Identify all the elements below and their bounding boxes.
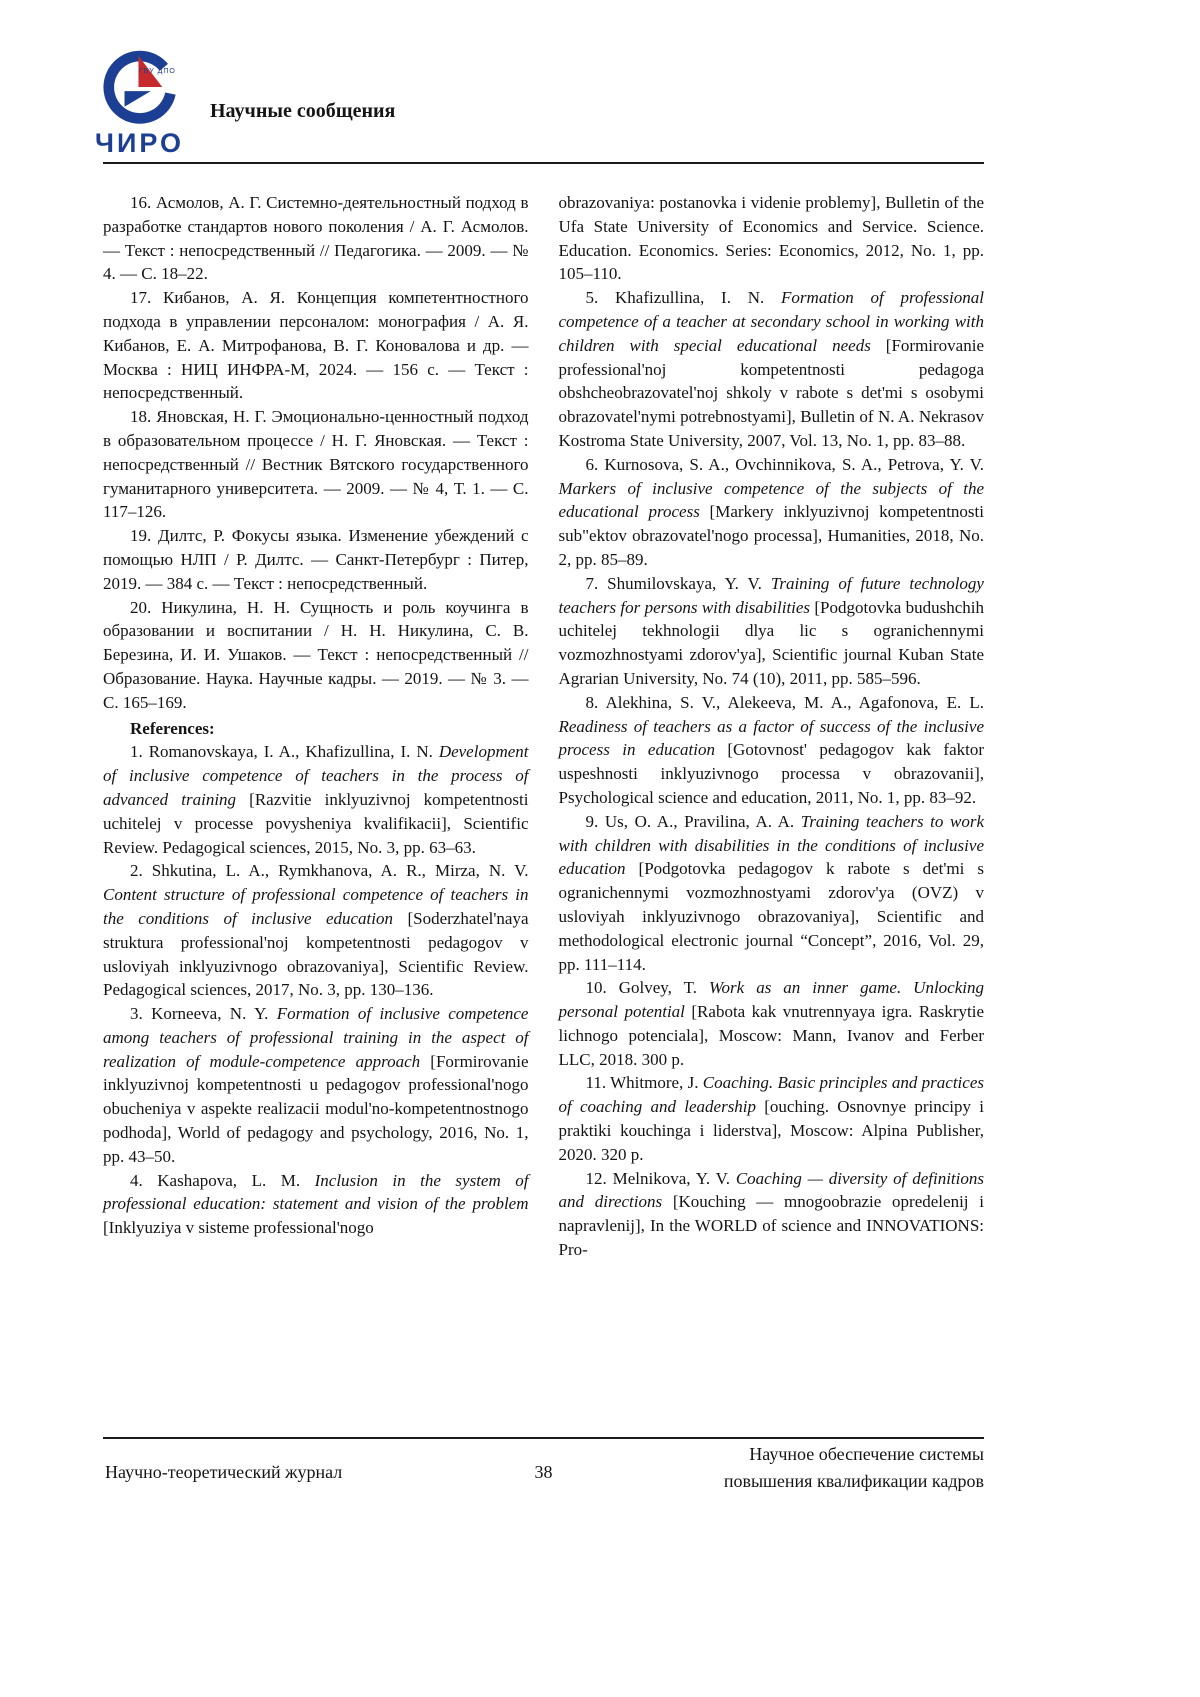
reference-paragraph: 17. Кибанов, А. Я. Концепция компетентностного подхода в управлении персоналом: монография / А. Я. Кибанов, Е. А. Митрофанова, В. Г. Коновалова и др. — Москва : НИЦ ИНФРА-М, 2024. — 156 с. — Текст : непосредственный.: [103, 288, 529, 403]
page-content: [103, 191, 984, 1262]
reference-paragraph: 4. Kashapova, L. M. Inclusion in the system of professional education: statement and vision of the problem [Inklyuziya v sisteme professional'nogo: [103, 1170, 529, 1238]
reference-paragraph: obrazovaniya: postanovka i videnie problemy], Bulletin of the Ufa State University of Economics and Service. Science. Education. Economics. Series: Economics, 2012, No. 1, pp. 105–110.: [558, 193, 984, 284]
logo-emblem-icon: [95, 46, 210, 128]
right-column: [559, 191, 985, 1262]
reference-paragraph: 18. Яновская, Н. Г. Эмоционально-ценностный подход в образовательном процессе / Н. Г. Яновская. — Текст : непосредственный // Вестник Вятского государственного гуманитарного университета. — 2009. — № 4, Т. 1. — С. 117–126.: [103, 407, 529, 522]
reference-paragraph: 1. Romanovskaya, I. A., Khafizullina, I. N. Development of inclusive competence of teachers in the process of advanced training [Razvitie inklyuzivnoj kompetentnosti uchitelej v processe povysheniya kvalifikacii], Scientific Review. Pedagogical sciences, 2015, No. 3, pp. 63–63.: [103, 742, 529, 857]
footer-journal-name: Научно-теоретический журнал: [105, 1462, 343, 1482]
reference-paragraph: 10. Golvey, T. Work as an inner game. Unlocking personal potential [Rabota kak vnutrennyaya igra. Raskrytie lichnogo potenciala], Moscow: Mann, Ivanov and Ferber LLC, 2018. 300 p.: [558, 978, 984, 1069]
reference-paragraph: 9. Us, O. A., Pravilina, A. A. Training teachers to work with children with disabilities in the conditions of inclusive education [Podgotovka pedagogov k rabote s det'mi s ogranichennymi vozmozhnostyami zdorov'ya (OVZ) v usloviyah inklyuzivnogo obrazovaniya], Scientific and methodological electronic journal “Concept”, 2016, Vol. 29, pp. 111–114.: [558, 811, 984, 974]
logo-wordmark: ЧИРО: [95, 128, 185, 158]
journal-logo: [95, 46, 210, 166]
footer-issue-title-line2: повышения квалификации кадров: [723, 1471, 984, 1491]
reference-paragraph: 3. Korneeva, N. Y. Formation of inclusive competence among teachers of professional training in the aspect of realization of module-competence approach [Formirovanie inklyuzivnoj kompetentnosti u pedagogov professional'nogo obucheniya v aspekte realizacii modul'no-kompetentnostnogo podhoda], World of pedagogy and psychology, 2016, No. 1, pp. 43–50.: [103, 1004, 529, 1166]
left-column: [103, 191, 529, 1262]
logo-small-text: ГБУ ДПО: [139, 68, 176, 75]
reference-paragraph: 12. Melnikova, Y. V. Coaching — diversity of definitions and directions [Kouching — mnogoobrazie opredelenij i napravlenij], In the WORLD of science and INNOVATIONS: Pro-: [558, 1168, 984, 1260]
reference-paragraph: 7. Shumilovskaya, Y. V. Training of future technology teachers for persons with disabilities [Podgotovka budushchih uchitelej tekhnologii dlya lic s ogranichennymi vozmozhnostyami zdorov'ya], Scientific journal Kuban State Agrarian University, No. 74 (10), 2011, pp. 585–596.: [558, 573, 984, 688]
footer-issue-title-line1: Научное обеспечение системы: [749, 1444, 984, 1464]
reference-paragraph: 6. Kurnosova, S. A., Ovchinnikova, S. A., Petrova, Y. V. Markers of inclusive competence of the subjects of the educational process [Markery inklyuzivnoj kompetentnosti sub"ektov obrazovatel'nogo processa], Humanities, 2018, No. 2, pp. 85–89.: [558, 454, 984, 569]
footer-page-number: 38: [534, 1462, 553, 1482]
section-title: Научные сообщения: [210, 100, 396, 122]
reference-paragraph: 5. Khafizullina, I. N. Formation of professional competence of a teacher at secondary school in working with children with special educational needs [Formirovanie professional'noj kompetentnosti pedagoga obshcheobrazovatel'noj shkoly v rabote s det'mi s osobymi obrazovatel'nymi potrebnostyami], Bulletin of N. A. Nekrasov Kostroma State University, 2007, Vol. 13, No. 1, pp. 83–88.: [558, 288, 984, 450]
header-rule: [103, 162, 984, 164]
references-heading: References:: [130, 718, 215, 738]
reference-paragraph: 19. Дилтс, Р. Фокусы языка. Изменение убеждений с помощью НЛП / Р. Дилтс. — Санкт-Петербург : Питер, 2019. — 384 с. — Текст : непосредственный.: [103, 526, 529, 593]
reference-paragraph: 16. Асмолов, А. Г. Системно-деятельностный подход в разработке стандартов нового поколения / А. Г. Асмолов. — Текст : непосредственный // Педагогика. — 2009. — № 4. — С. 18–22.: [103, 193, 529, 284]
reference-paragraph: 8. Alekhina, S. V., Alekeeva, M. A., Agafonova, E. L. Readiness of teachers as a factor of success of the inclusive process in education [Gotovnost' pedagogov kak faktor uspeshnosti inklyuzivnogo processa v obrazovanii], Psychological science and education, 2011, No. 1, pp. 83–92.: [558, 692, 984, 807]
reference-paragraph: 2. Shkutina, L. A., Rymkhanova, A. R., Mirza, N. V. Content structure of professional competence of teachers in the conditions of inclusive education [Soderzhatel'naya struktura professional'noj kompetentnosti pedagogov v usloviyah inklyuzivnogo obrazovaniya], Scientific Review. Pedagogical sciences, 2017, No. 3, pp. 130–136.: [103, 861, 529, 1000]
reference-paragraph: 20. Никулина, Н. Н. Сущность и роль коучинга в образовании и воспитании / Н. Н. Никулина, С. В. Березина, И. И. Ушаков. — Текст : непосредственный // Образование. Наука. Научные кадры. — 2019. — № 3. — С. 165–169.: [103, 597, 529, 712]
footer-issue-title: [103, 1441, 984, 1495]
reference-paragraph: 11. Whitmore, J. Coaching. Basic principles and practices of coaching and leadership [ouching. Osnovnye principy i praktiki kouchinga i liderstva], Moscow: Alpina Publisher, 2020. 320 p.: [558, 1073, 984, 1164]
footer-rule: [103, 1437, 984, 1439]
